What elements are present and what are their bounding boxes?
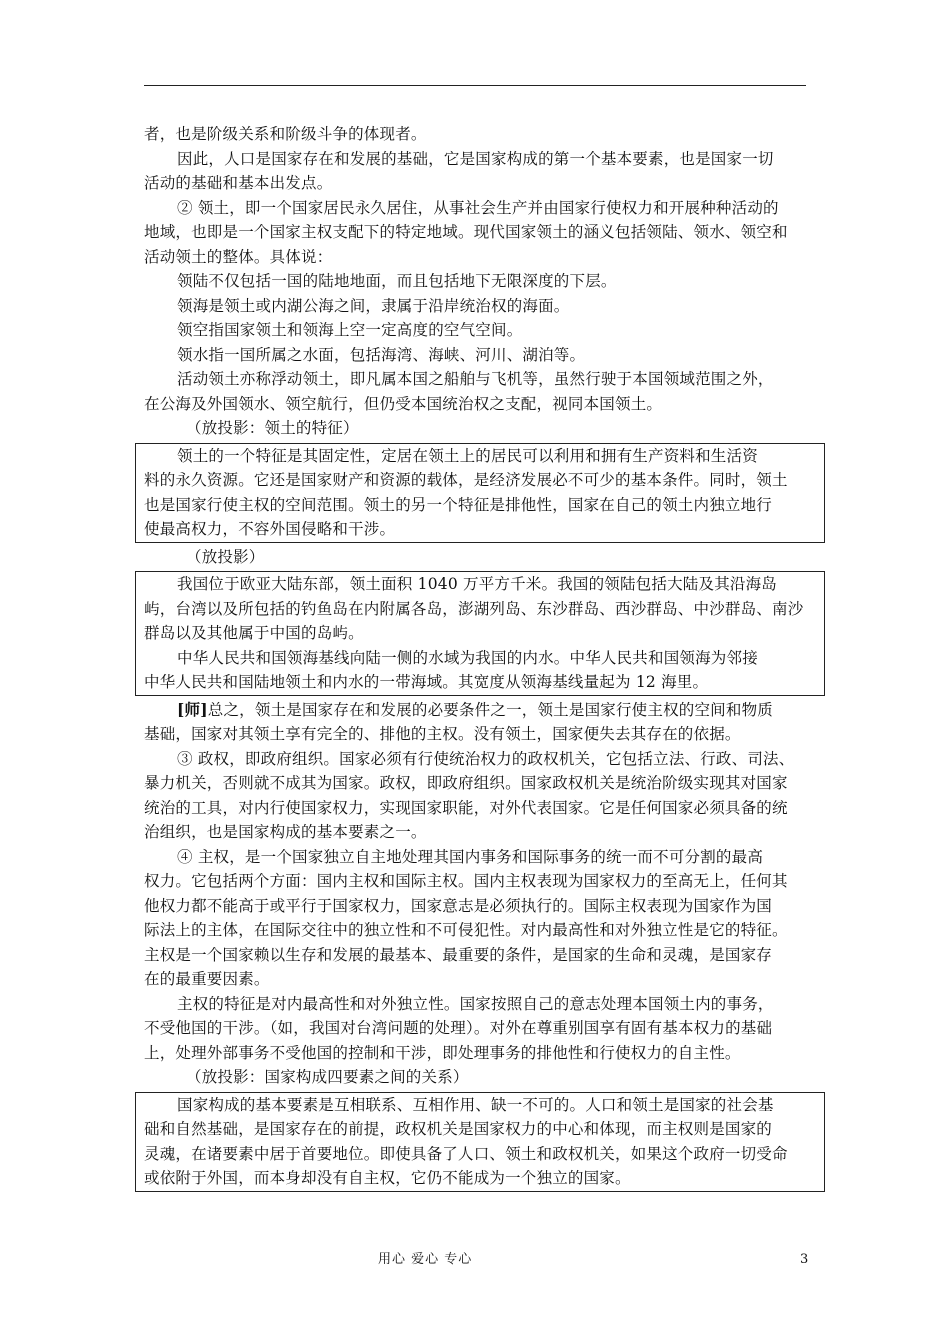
page-footer [0, 1250, 950, 1270]
text-line-content: ④ 主权，是一个国家独立自主地处理其国内事务和国际事务的统一而不可分割的最高 [177, 847, 764, 866]
header-rule [144, 85, 806, 86]
text-line-content: 总之，领土是国家存在和发展的必要条件之一，领土是国家行使主权的空间和物质 [207, 700, 773, 719]
text-line [144, 245, 816, 270]
text-line-content: 领海是领土或内湖公海之间，隶属于沿岸统治权的海面。 [177, 296, 570, 315]
text-line-content: 在公海及外国领水、领空航行，但仍受本国统治权之支配，视同本国领土。 [144, 394, 663, 413]
text-line [144, 1117, 816, 1142]
text-line [144, 869, 816, 894]
text-line-content: 领空指国家领土和领海上空一定高度的空气空间。 [177, 321, 523, 339]
text-line [144, 122, 816, 147]
text-line [144, 367, 816, 392]
text-line-content: 际法上的主体，在国际交往中的独立性和不可侵犯性。对内最高性和对外独立性是它的特征。 [144, 921, 788, 939]
text-line-content: 在的最重要因素。 [144, 970, 270, 988]
text-line-content: 不受他国的干涉。（如，我国对台湾问题的处理）。对外在尊重别国享有固有基本权力的基础 [144, 1019, 773, 1037]
text-line-content: 或依附于外国，而本身却没有自主权，它仍不能成为一个独立的国家。 [144, 1169, 631, 1187]
text-line [144, 1016, 816, 1041]
text-line [144, 894, 816, 919]
text-line [144, 269, 816, 294]
projection-box [135, 443, 825, 543]
projection-box [135, 571, 825, 696]
text-line-content: ② 领土，即一个国家居民永久居住，从事社会生产并由国家行使权力和开展种种活动的 [177, 198, 779, 217]
text-line-content: ③ 政权，即政府组织。国家必须有行使统治权力的政权机关，它包括立法、行政、司法、 [177, 749, 795, 768]
text-line-content: 他权力都不能高于或平行于国家权力，国家意志是必须执行的。国际主权表现为国家作为国 [144, 896, 773, 915]
text-line-content: 因此，人口是国家存在和发展的基础，它是国家构成的第一个基本要素，也是国家一切 [177, 149, 774, 168]
text-line [144, 171, 816, 196]
text-line [144, 1065, 816, 1090]
text-line-content: 权力。它包括两个方面：国内主权和国际主权。国内主权表现为国家权力的至高无上，任何其 [144, 872, 788, 890]
text-line-content: 屿，台湾以及所包括的钓鱼岛在内附属各岛，澎湖列岛、东沙群岛、西沙群岛、中沙群岛、南沙 [144, 599, 804, 618]
text-line [144, 597, 816, 622]
text-line [144, 444, 816, 469]
text-line [144, 493, 816, 518]
text-line [144, 545, 816, 570]
projection-box [135, 1092, 825, 1192]
text-line [144, 670, 816, 695]
text-line-content: 活动的基础和基本出发点。 [144, 174, 333, 192]
text-line [144, 196, 816, 221]
text-line-content: 上，处理外部事务不受他国的控制和干涉，即处理事务的排他性和行使权力的自主性。 [144, 1043, 741, 1062]
text-line [144, 646, 816, 671]
text-line-content: （放投影：领土的特征） [186, 419, 359, 437]
text-line [144, 698, 816, 723]
text-line-content: 活动领土亦称浮动领土，即凡属本国之船舶与飞机等，虽然行驶于本国领域范围之外， [177, 370, 774, 388]
text-line-content: 地域，也即是一个国家主权支配下的特定地域。现代国家领土的涵义包括领陆、领水、领空和 [144, 223, 788, 241]
text-line [144, 343, 816, 368]
text-line [144, 820, 816, 845]
text-line-content: （放投影：国家构成四要素之间的关系） [186, 1068, 469, 1086]
text-line-content: 灵魂，在诸要素中居于首要地位。即使具备了人口、领土和政权机关，如果这个政府一切受命 [144, 1144, 788, 1163]
text-line [144, 1142, 816, 1167]
text-line-content: 活动领土的整体。具体说： [144, 247, 333, 266]
text-line-content: 也是国家行使主权的空间范围。领土的另一个特征是排他性，国家在自己的领土内独立地行 [144, 495, 773, 514]
document-body [144, 122, 816, 1194]
text-line-content: （放投影） [186, 547, 265, 566]
text-line-content: 暴力机关，否则就不成其为国家。政权，即政府组织。国家政权机关是统治阶级实现其对国家 [144, 774, 788, 792]
text-line [144, 918, 816, 943]
text-line [144, 943, 816, 968]
text-line [144, 318, 816, 343]
text-line-content: 国家构成的基本要素是互相联系、互相作用、缺一不可的。人口和领土是国家的社会基 [177, 1095, 774, 1114]
text-line-content: 领陆不仅包括一国的陆地地面，而且包括地下无限深度的下层。 [177, 272, 617, 290]
text-line [144, 967, 816, 992]
text-line [144, 468, 816, 493]
text-line [144, 992, 816, 1017]
text-line-content: 中华人民共和国陆地领土和内水的一带海域。其宽度从领海基线量起为 12 海里。 [144, 673, 709, 691]
text-line [144, 416, 816, 441]
text-line [144, 220, 816, 245]
text-line-content: 主权是一个国家赖以生存和发展的最基本、最重要的条件，是国家的生命和灵魂，是国家存 [144, 945, 773, 964]
text-line-content: 领土的一个特征是其固定性，定居在领土上的居民可以利用和拥有生产资料和生活资 [177, 446, 758, 465]
text-line-content: 基础，国家对其领土享有完全的、排他的主权。没有领土，国家便失去其存在的依据。 [144, 725, 741, 743]
text-line-content: 群岛以及其他属于中国的岛屿。 [144, 624, 364, 642]
text-line [144, 147, 816, 172]
text-line [144, 796, 816, 821]
text-line [144, 572, 816, 597]
text-line [144, 1166, 816, 1191]
speaker-label: [师] [177, 699, 208, 719]
text-line-content: 中华人民共和国领海基线向陆一侧的水域为我国的内水。中华人民共和国领海为邻接 [177, 648, 758, 667]
footer-slogan: 用心 爱心 专心 [378, 1252, 473, 1267]
text-line-content: 础和自然基础，是国家存在的前提，政权机关是国家权力的中心和体现，而主权则是国家的 [144, 1120, 773, 1138]
text-line-content: 治组织，也是国家构成的基本要素之一。 [144, 823, 427, 841]
text-line [144, 621, 816, 646]
text-line [144, 771, 816, 796]
text-line [144, 722, 816, 747]
text-line [144, 1041, 816, 1066]
text-line [144, 517, 816, 542]
text-line-content: 使最高权力，不容外国侵略和干涉。 [144, 520, 396, 538]
text-line-content: 者，也是阶级关系和阶级斗争的体现者。 [144, 125, 427, 143]
text-line [144, 392, 816, 417]
text-line [144, 1093, 816, 1118]
text-line [144, 294, 816, 319]
text-line-content: 主权的特征是对内最高性和对外独立性。国家按照自己的意志处理本国领土内的事务， [177, 994, 774, 1013]
text-line-content: 领水指一国所属之水面，包括海湾、海峡、河川、湖泊等。 [177, 345, 586, 364]
text-line [144, 747, 816, 772]
text-line-content: 统治的工具，对内行使国家权力，实现国家职能，对外代表国家。它是任何国家必须具备的统 [144, 798, 788, 817]
text-line [144, 845, 816, 870]
text-line-content: 我国位于欧亚大陆东部，领土面积 1040 万平方千米。我国的领陆包括大陆及其沿海岛 [177, 575, 778, 593]
page-number: 3 [800, 1252, 809, 1267]
text-line-content: 料的永久资源。它还是国家财产和资源的载体，是经济发展必不可少的基本条件。同时，领土 [144, 471, 788, 489]
